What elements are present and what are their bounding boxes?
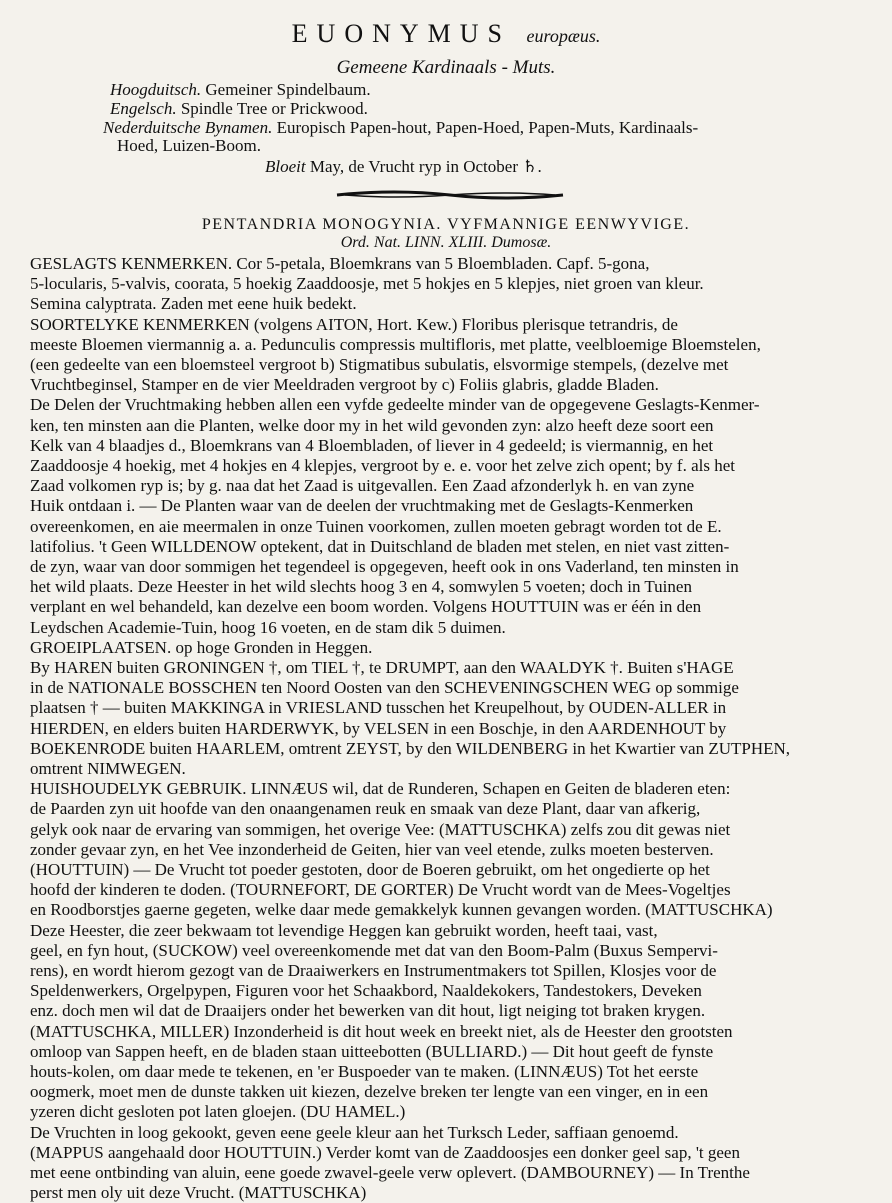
body-line: plaatsen † — buiten MAKKINGA in VRIESLAND tusschen het Kreupelhout, by OUDEN-ALLER in: [30, 698, 727, 718]
synonym-text: Europisch Papen-hout, Papen-Hoed, Papen-Muts, Kardinaals-: [276, 118, 699, 137]
body-line: Vruchtbeginsel, Stamper en de vier Meeldraden vergroot by c) Foliis glabris, gladde Bladen.: [30, 375, 659, 395]
body-line: HUISHOUDELYK GEBRUIK. LINNÆUS wil, dat de Runderen, Schapen en Geiten de bladeren eten:: [30, 779, 731, 799]
body-line: overeenkomen, en aie meermalen in onze Tuinen voorkomen, zullen moeten gebragt worden tot de E.: [30, 516, 722, 536]
synonym-line: [110, 80, 892, 100]
synonym-label: Nederduitsche Bynamen.: [103, 118, 273, 137]
synonym-label: Hoogduitsch.: [110, 80, 202, 99]
body-line: enz. doch men wil dat de Draaijers onder het bewerken van dit hout, ligt neiging tot braken krygen.: [30, 1001, 706, 1021]
dutch-name: Gemeene Kardinaals - Muts.: [336, 58, 556, 78]
genus-title: [0, 24, 892, 46]
body-line: Deze Heester, die zeer bekwaam tot levendige Heggen kan gebruikt worden, heeft taai, vast,: [30, 920, 658, 940]
body-line: Zaad volkomen ryp is; by g. naa dat het Zaad is uitgevallen. Een Zaad afzonderlyk h. en van zyne: [30, 476, 695, 496]
body-line: Kelk van 4 blaadjes d., Bloemkrans van 4 Bloembladen, of liever in 4 gedeeld; is viermannig, en het: [30, 435, 714, 455]
body-line: latifolius. 't Geen WILLDENOW optekent, dat in Duitschland de bladen met stelen, en niet vast zitten-: [30, 536, 730, 556]
body-line: de zyn, waar van door sommigen het tegendeel is opgegeven, heeft ook in ons Vaderland, ten minsten in: [30, 557, 739, 576]
body-line: verplant en wel behandeld, kan dezelve een boom worden. Volgens HOUTTUIN was er één in den: [30, 597, 702, 617]
synonym-text: Spindle Tree or Prickwood.: [180, 99, 368, 118]
body-line: Leydschen Academie-Tuin, hoog 16 voeten, en de stam dik 5 duimen.: [30, 617, 506, 637]
body-line: GROEIPLAATSEN. op hoge Gronden in Heggen.: [30, 637, 373, 657]
body-line: De Delen der Vruchtmaking hebben allen een vyfde gedeelte minder van de opgegevene Geslagts-Kenmer-: [30, 395, 760, 415]
body-line: (HOUTTUIN) — De Vrucht tot poeder gestoten, door de Boeren gebruikt, om het ongedierte op het: [30, 860, 710, 879]
species-name: europæus.: [526, 26, 601, 46]
classification-line: PENTANDRIA MONOGYNIA. VYFMANNIGE EENWYVIGE.: [201, 216, 691, 233]
synonym-line: [117, 136, 892, 156]
synonym-line: [110, 99, 892, 119]
body-line: Semina calyptrata. Zaden met eene huik bedekt.: [30, 294, 357, 314]
body-line: omloop van Sappen heeft, en de bladen staan uitteebotten (BULLIARD.) — Dit hout geeft de fynste: [30, 1041, 714, 1061]
body-line: zonder gevaar zyn, en het Vee inzonderheid de Geiten, hier van veel etende, zulks moeten besterven.: [30, 839, 714, 859]
body-line: meeste Bloemen viermannig a. a. Pedunculis compressis multifloris, met platte, veelbloemige Bloemstelen,: [30, 334, 761, 354]
body-line: Zaaddoosje 4 hoekig, met 4 hokjes en 4 klepjes, vergroot by e. e. voor het zelve zich opent; by f. als het: [30, 456, 735, 475]
body-line: rens), en wordt hierom gezogt van de Draaiwerkers en Instrumentmakers tot Spillen, Klosjes voor de: [30, 961, 717, 980]
synonym-text: Gemeiner Spindelbaum.: [205, 80, 371, 99]
body-line: oogmerk, moet men de dunste takken uit kiezen, dezelve breken ter lengte van een vinger, en in een: [30, 1082, 709, 1102]
synonym-line: [103, 118, 892, 138]
body-line: yzeren dicht gesloten pot laten gloejen. (DU HAMEL.): [30, 1102, 406, 1122]
body-line: houts-kolen, om daar mede te tekenen, en 'er Buspoeder van te maken. (LINNÆUS) Tot het eerste: [30, 1062, 699, 1081]
body-line: GESLAGTS KENMERKEN. Cor 5-petala, Bloemkrans van 5 Bloembladen. Capf. 5-gona,: [30, 254, 650, 273]
bloei-text: May, de Vrucht ryp in October ♄.: [309, 157, 542, 176]
synonym-label: Engelsch.: [110, 99, 177, 118]
body-line: met eene ontbinding van aluin, eene goede zwavel-geele verw oplevert. (DAMBOURNEY) — In Trenthe: [30, 1163, 750, 1182]
body-line: De Vruchten in loog gekookt, geven eene geele kleur aan het Turksch Leder, saffiaan genoemd.: [30, 1122, 679, 1142]
genus-name: EUONYMUS: [291, 24, 511, 46]
body-line: Huik ontdaan i. — De Planten waar van de deelen der vruchtmaking met de Geslagts-Kenmerken: [30, 496, 694, 516]
body-line: BOEKENRODE buiten HAARLEM, omtrent ZEYST, by den WILDENBERG in het Kwartier van ZUTPHEN,: [30, 738, 791, 758]
body-line: de Paarden zyn uit hoofde van den onaangenamen reuk en smaak van deze Plant, daar van afkerig,: [30, 799, 701, 819]
body-line: By HAREN buiten GRONINGEN †, om TIEL †, te DRUMPT, aan den WAALDYK †. Buiten s'HAGE: [30, 658, 734, 677]
body-line: het wild plaats. Deze Heester in het wild slechts hoog 3 en 4, somwylen 5 voeten; doch in Tuinen: [30, 577, 692, 597]
body-line: in de NATIONALE BOSSCHEN ten Noord Oosten van den SCHEVENINGSCHEN WEG op sommige: [30, 678, 739, 698]
body-line: gelyk ook naar de ervaring van sommigen, het overige Vee: (MATTUSCHKA) zelfs zou dit gewas niet: [30, 819, 731, 839]
body-line: Speldenwerkers, Orgelpypen, Figuren voor het Schaakbord, Naaldekokers, Tandestokers, Deveken: [30, 981, 702, 1001]
synonym-text: Hoed, Luizen-Boom.: [117, 136, 261, 155]
body-line: SOORTELYKE KENMERKEN (volgens AITON, Hort. Kew.) Floribus plerisque tetrandris, de: [30, 314, 678, 334]
body-line: perst men oly uit deze Vrucht. (MATTUSCHKA): [30, 1183, 367, 1203]
body-line: en Roodborstjes gaerne gegeten, welke daar mede gemakkelyk kunnen gevangen worden. (MATTUSCHKA): [30, 900, 773, 920]
body-line: hoofd der kinderen te doden. (TOURNEFORT, DE GORTER) De Vrucht wordt van de Mees-Vogeltjes: [30, 880, 731, 900]
body-line: omtrent NIMWEGEN.: [30, 759, 186, 778]
classification-order: Ord. Nat. LINN. XLIII. Dumosæ.: [340, 234, 552, 251]
ornament-divider: [335, 187, 565, 203]
body-line: ken, ten minsten aan die Planten, welke door my in het wild gevonden zyn: alzo heeft deze soort een: [30, 415, 714, 435]
body-line: (MAPPUS aangehaald door HOUTTUIN.) Verder komt van de Zaaddoosjes een donker geel sap, 't geen: [30, 1142, 740, 1162]
bloei-line: [265, 157, 892, 177]
bloei-label: Bloeit: [265, 157, 306, 176]
body-line: (een gedeelte van een bloemsteel vergroot b) Stigmatibus subulatis, elsvormige stempels, (dezelve met: [30, 355, 729, 374]
body-line: geel, en fyn hout, (SUCKOW) veel overeenkomende met dat van den Boom-Palm (Buxus Sempervi-: [30, 940, 718, 960]
body-line: 5-locularis, 5-valvis, coorata, 5 hoekig Zaaddoosje, met 5 hokjes en 5 klepjes, niet groen van kleur.: [30, 274, 704, 294]
body-line: (MATTUSCHKA, MILLER) Inzonderheid is dit hout week en breekt niet, als de Heester den grootsten: [30, 1021, 733, 1041]
body-line: HIERDEN, en elders buiten HARDERWYK, by VELSEN in een Boschje, in den AARDENHOUT by: [30, 718, 727, 738]
